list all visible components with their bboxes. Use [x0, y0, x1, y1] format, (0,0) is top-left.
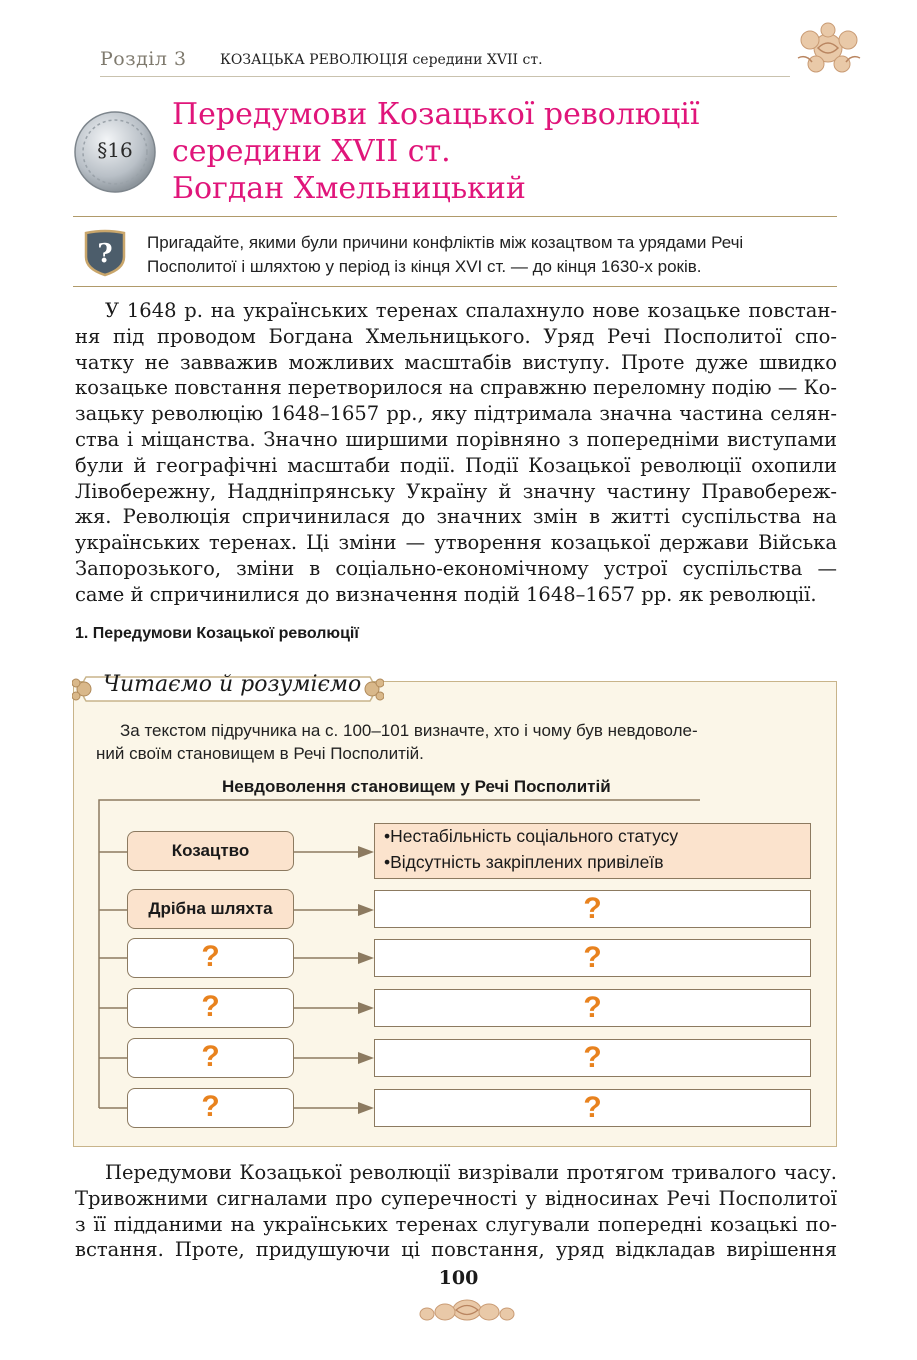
text-line: з її підданими на українських теренах слугували попередні козацькі по-: [75, 1212, 837, 1236]
text-line: Лівобережну, Наддніпрянську Україну й значну частину Правобереж-: [75, 479, 837, 503]
reason-blank: ?: [374, 989, 811, 1027]
title-line: середини XVII ст.: [172, 134, 451, 169]
text-line: зацьку революцію 1648–1657 рр., яку підтримала значна частина селян-: [75, 402, 837, 426]
text-line: жя. Революція спричинилася до значних змін в житті суспільства на: [75, 505, 837, 529]
text-line: були й географічні масштаби події. Події Козацької революції охопили: [75, 453, 837, 477]
group-box: Козацтво: [127, 831, 294, 871]
page-title: [172, 96, 872, 207]
text-line: саме й спричинилися до визначення подій 1648–1657 рр. як революції.: [75, 582, 817, 606]
task-line: ний своїм становищем в Речі Посполитій.: [96, 744, 424, 763]
divider: [73, 216, 837, 217]
reason-blank: ?: [374, 939, 811, 977]
text-line: чатку не завважив можливих масштабів виступу. Проте дуже швидко: [75, 350, 837, 374]
reason-blank: ?: [374, 1089, 811, 1127]
intro-paragraph: [75, 298, 837, 608]
page-number: 100: [438, 1267, 479, 1289]
floral-ornament-icon: [412, 1290, 522, 1330]
reason-list: [384, 823, 678, 875]
divider: [73, 286, 837, 287]
group-blank: ?: [127, 988, 294, 1028]
group-blank: ?: [127, 1088, 294, 1128]
text-line: ства і міщанства. Значно ширшими порівняно з попередніми виступами: [75, 427, 837, 451]
text-line: українських теренах. Ці зміни — утворення козацької держави Війська: [75, 531, 837, 555]
text-line: Тривожними сигналами про суперечності у відносинах Речі Посполитої: [75, 1186, 837, 1210]
recall-question: [147, 231, 847, 279]
group-blank: ?: [127, 938, 294, 978]
question-line: Посполитої і шляхтою у період із кінця XVI ст. — до кінця 1630-х років.: [147, 257, 702, 276]
question-line: Пригадайте, якими були причини конфліктів між козацтвом та урядами Речі: [147, 233, 744, 252]
section-heading: 1. Передумови Козацької революції: [75, 625, 359, 642]
text-line: Запорозького, зміни в соціально-економічному устрої суспільства —: [75, 556, 837, 580]
title-line: Богдан Хмельницький: [172, 171, 526, 206]
text-line: ня під проводом Богдана Хмельницького. Уряд Речі Посполитої спо-: [75, 324, 837, 348]
closing-paragraph: [75, 1160, 837, 1263]
question-shield-icon: [80, 229, 130, 277]
task-line: За текстом підручника на с. 100–101 визначте, хто і чому був невдоволе-: [120, 721, 698, 740]
text-line: встання. Проте, придушуючи ці повстання, уряд відкладав вирішення: [75, 1238, 837, 1262]
text-line: козацьке повстання перетворилося на справжню переломну подію — Ко-: [75, 376, 837, 400]
section-label: Розділ 3: [100, 48, 187, 70]
svg-text:?: ?: [97, 239, 113, 269]
floral-ornament-icon: [788, 18, 870, 84]
text-line: У 1648 р. на українських теренах спалахнуло нове козацьке повстан-: [105, 299, 837, 322]
section-subtitle: КОЗАЦЬКА РЕВОЛЮЦІЯ середини XVII ст.: [220, 52, 543, 68]
group-blank: ?: [127, 1038, 294, 1078]
reading-tab-label: Читаємо й розуміємо: [103, 672, 362, 697]
diagram-title: Невдоволення становищем у Речі Посполитій: [222, 777, 611, 796]
task-text: [96, 719, 826, 765]
reason-blank: ?: [374, 890, 811, 928]
reason-item: •Нестабільність соціального статусу: [384, 826, 679, 846]
text-line: Передумови Козацької революції визрівали протягом тривалого часу.: [105, 1161, 837, 1184]
running-header: [100, 48, 790, 77]
group-box: Дрібна шляхта: [127, 889, 294, 929]
reason-blank: ?: [374, 1039, 811, 1077]
reason-item: •Відсутність закріплених привілеїв: [384, 852, 664, 872]
paragraph-badge: §16: [97, 138, 133, 162]
title-line: Передумови Козацької революції: [172, 97, 700, 132]
